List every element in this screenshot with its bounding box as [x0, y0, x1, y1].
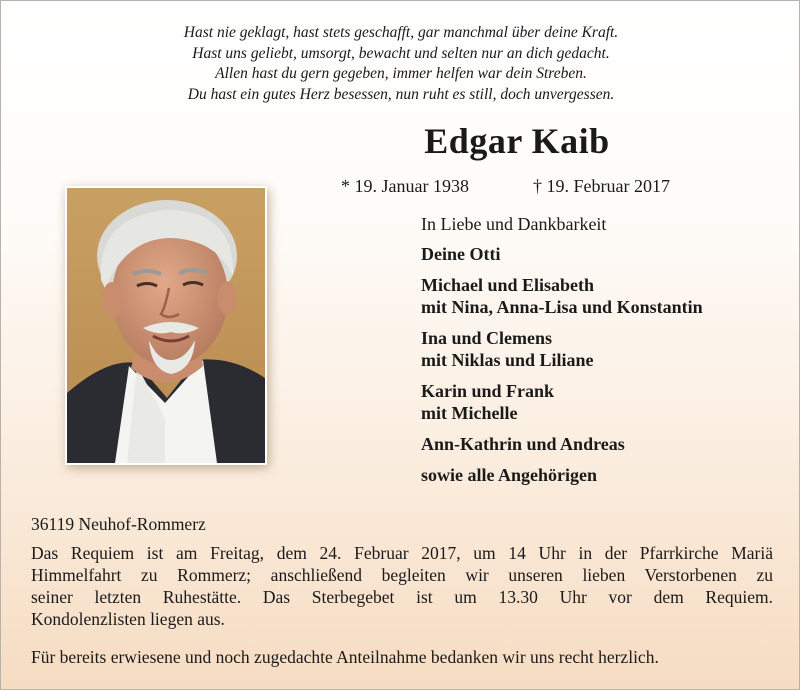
poem-line: Hast uns geliebt, umsorgt, bewacht und selten nur an dich gedacht.: [192, 44, 610, 62]
family-group: [421, 243, 703, 265]
family-line: mit Niklas und Liliane: [421, 350, 594, 370]
family-intro: In Liebe und Dankbarkeit: [421, 214, 607, 234]
family-group: [421, 433, 703, 455]
memorial-poem: [1, 23, 800, 105]
family-line: Deine Otti: [421, 244, 501, 264]
poem-line: Allen hast du gern gegeben, immer helfen war dein Streben.: [215, 65, 587, 82]
family-group: [421, 380, 703, 424]
family-line: sowie alle Angehörigen: [421, 465, 597, 485]
family-group: [421, 464, 703, 486]
thanks-note: Für bereits erwiesene und noch zugedachte Anteilnahme bedanken wir uns recht herzlich.: [31, 647, 659, 667]
family-group: [421, 274, 703, 318]
death-date: † 19. Februar 2017: [533, 176, 670, 196]
poem-line: Du hast ein gutes Herz besessen, nun ruht es still, doch unvergessen.: [187, 85, 615, 103]
family-line: Ann-Kathrin und Andreas: [421, 434, 625, 454]
requiem-line: Himmelfahrt zu Rommerz; anschließend begleiten wir unseren lieben Verstorbenen zu: [31, 565, 773, 585]
family-line: Michael und Elisabeth: [421, 275, 595, 295]
deceased-name: Edgar Kaib: [424, 121, 610, 161]
location: 36119 Neuhof-Rommerz: [31, 514, 206, 534]
requiem-line: seiner letzten Ruhestätte. Das Sterbegebet ist um 13.30 Uhr vor dem Requiem.: [31, 587, 773, 607]
requiem-line: Das Requiem ist am Freitag, dem 24. Februar 2017, um 14 Uhr in der Pfarrkirche Mariä: [31, 543, 773, 563]
portrait-photo: [65, 186, 267, 465]
birth-date: * 19. Januar 1938: [341, 176, 469, 196]
family-line: mit Michelle: [421, 403, 518, 423]
requiem-line: Kondolenzlisten liegen aus.: [31, 609, 225, 629]
family-line: Ina und Clemens: [421, 328, 553, 348]
requiem-info: [31, 542, 773, 630]
family-line: mit Nina, Anna-Lisa und Konstantin: [421, 297, 703, 317]
family-list: [421, 213, 703, 495]
poem-line: Hast nie geklagt, hast stets geschafft, gar manchmal über deine Kraft.: [183, 24, 619, 41]
family-group: [421, 327, 703, 371]
family-line: Karin und Frank: [421, 381, 555, 401]
